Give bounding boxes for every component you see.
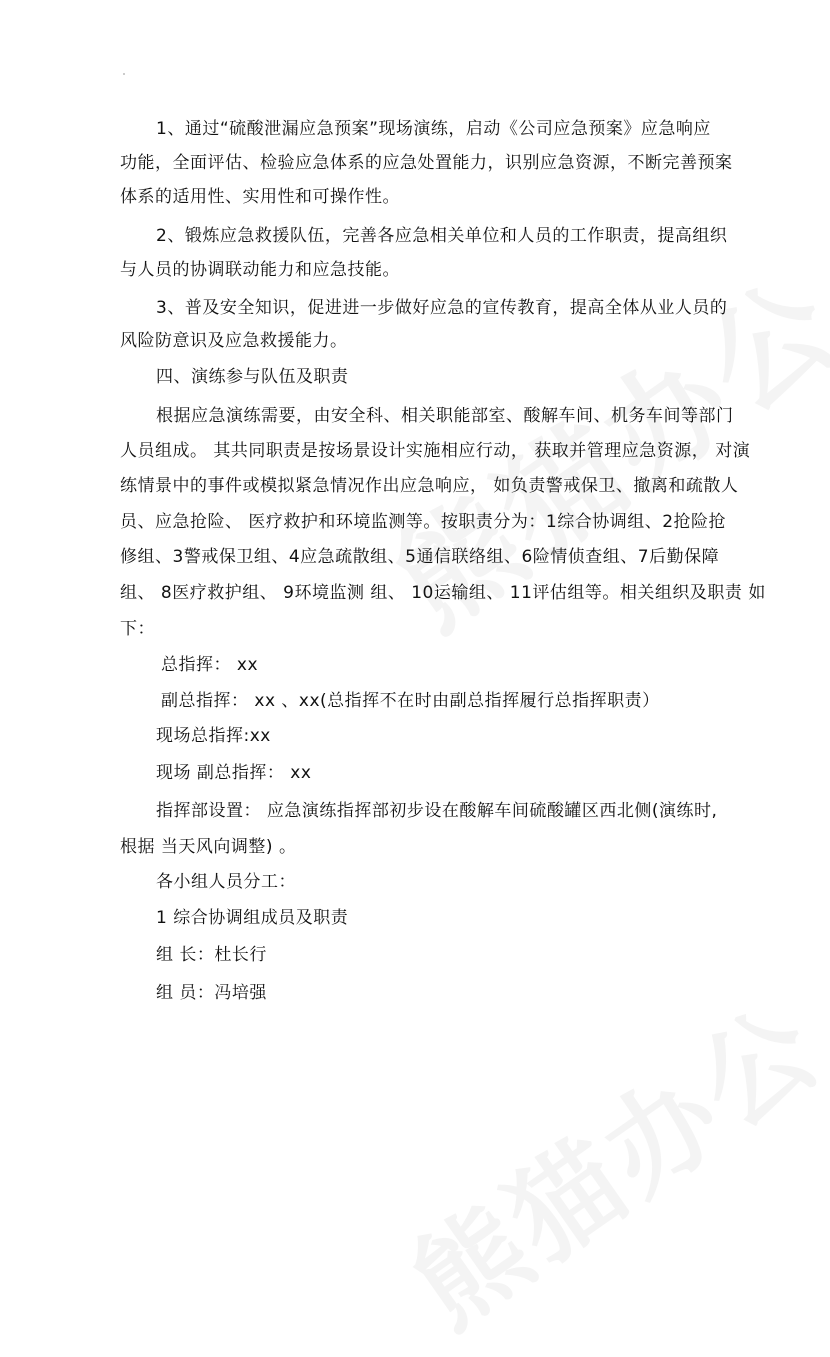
paragraph-line: 1、通过“硫酸泄漏应急预案”现场演练，启动《公司应急预案》应急响应: [156, 119, 711, 139]
paragraph-line: 员、应急抢险、 医疗救护和环境监测等。按职责分为：1综合协调组、2抢险抢: [120, 512, 727, 532]
paragraph-line: 修组、3警戒保卫组、4应急疏散组、5通信联络组、6险情侦查组、7后勤保障: [120, 547, 720, 567]
deputy-commander-line: 副总指挥： xx 、xx(总指挥不在时由副总指挥履行总指挥职责）: [161, 691, 660, 711]
scan-speck: [123, 73, 125, 75]
paragraph-line: 2、锻炼应急救援队伍，完善各应急相关单位和人员的工作职责，提高组织: [156, 226, 728, 246]
site-deputy-commander-line: 现场 副总指挥： xx: [156, 763, 312, 783]
site-commander-line: 现场总指挥:xx: [156, 726, 271, 746]
group-division-heading: 各小组人员分工：: [156, 872, 296, 892]
paragraph-line: 功能，全面评估、检验应急体系的应急处置能力，识别应急资源，不断完善预案: [120, 153, 733, 173]
paragraph-line: 3、普及安全知识，促进进一步做好应急的宣传教育，提高全体从业人员的: [156, 298, 728, 318]
paragraph-line: 根据 当天风向调整) 。: [120, 837, 297, 857]
paragraph-line: 根据应急演练需要，由安全科、相关职能部室、酸解车间、机务车间等部门: [156, 406, 734, 426]
commander-line: 总指挥： xx: [161, 655, 259, 675]
paragraph-line: 指挥部设置： 应急演练指挥部初步设在酸解车间硫酸罐区西北侧(演练时,: [156, 801, 718, 821]
paragraph-line: 组、 8医疗救护组、 9环境监测 组、 10运输组、 11评估组等。相关组织及职责 如: [120, 583, 766, 603]
paragraph-line: 风险防意识及应急救援能力。: [120, 331, 348, 351]
group-leader-line: 组 长：杜长行: [156, 945, 267, 965]
watermark: [377, 961, 830, 1357]
group-member-line: 组 员：冯培强: [156, 983, 267, 1003]
section-heading: 四、演练参与队伍及职责: [156, 367, 349, 387]
paragraph-line: 练情景中的事件或模拟紧急情况作出应急响应， 如负责警戒保卫、撤离和疏散人: [120, 476, 739, 496]
paragraph-line: 体系的适用性、实用性和可操作性。: [120, 187, 400, 207]
paragraph-line: 下：: [120, 619, 155, 639]
paragraph-line: 与人员的协调联动能力和应急技能。: [120, 260, 400, 280]
group-title: 1 综合协调组成员及职责: [156, 908, 349, 928]
paragraph-line: 人员组成。 其共同职责是按场景设计实施相应行动， 获取并管理应急资源， 对演: [120, 441, 751, 461]
